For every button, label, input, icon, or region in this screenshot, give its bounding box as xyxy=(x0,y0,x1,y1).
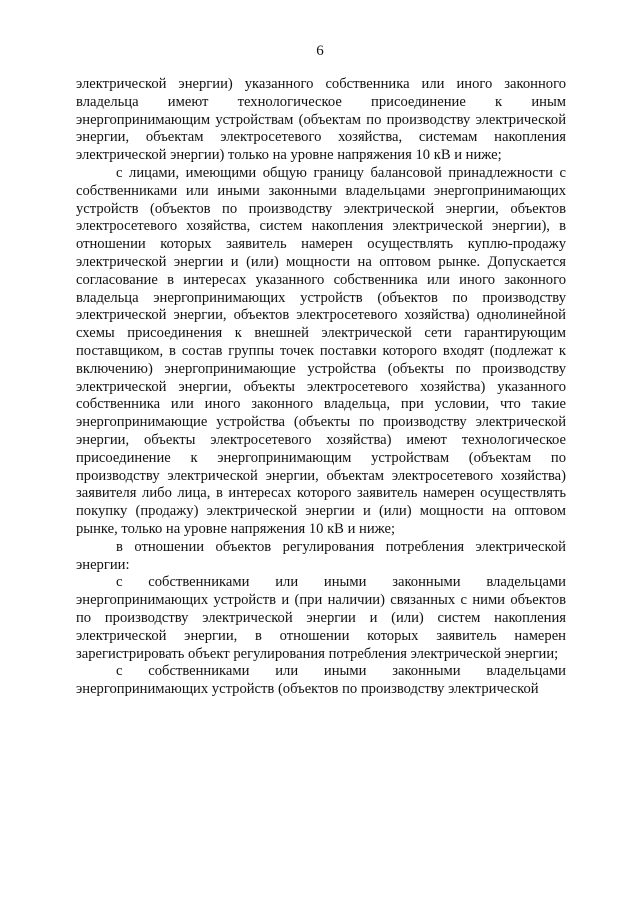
page-number: 6 xyxy=(316,43,324,59)
paragraph-2: с лицами, имеющими общую границу балансовой принадлежности с собственниками или иными законными владельцами энергопринимающих устройств (объектов по производству электрической энергии, объектов электросетевого хозяйства, систем накопления электрической энергии), в отношении которых заявитель намерен осуществлять куплю-продажу электрической энергии и (или) мощности на оптовом рынке. Допускается согласование в интересах указанного собственника или иного законного владельца энергопринимающих устройств (объектов по производству электрической энергии, объектов электросетевого хозяйства) однолинейной схемы присоединения к внешней электрической сети гарантирующим поставщиком, в состав группы точек поставки которого входят (подлежат к включению) энергопринимающие устройства (объекты по производству электрической энергии, объекты электросетевого хозяйства) указанного собственника или иного законного владельца, при условии, что такие энергопринимающие устройства (объекты по производству электрической энергии, объекты электросетевого хозяйства) имеют технологическое присоединение к энергопринимающим устройствам (объектам по производству электрической энергии, объектам электросетевого хозяйства) заявителя либо лица, в интересах которого заявитель намерен осуществлять покупку (продажу) электрической энергии и (или) мощности на оптовом рынке, только на уровне напряжения 10 кВ и ниже; xyxy=(76,164,566,537)
paragraph-1: электрической энергии) указанного собственника или иного законного владельца имеют технологическое присоединение к иным энергопринимающим устройствам (объектам по производству электрической энергии, объектам электросетевого хозяйства, системам накопления электрической энергии) только на уровне напряжения 10 кВ и ниже; xyxy=(76,76,566,164)
paragraph-5: с собственниками или иными законными владельцами энергопринимающих устройств (объектов по производству электрической xyxy=(76,663,566,698)
document-body xyxy=(76,76,566,699)
paragraph-3: в отношении объектов регулирования потребления электрической энергии: xyxy=(76,538,566,573)
paragraph-4: с собственниками или иными законными владельцами энергопринимающих устройств и (при наличии) связанных с ними объектов по производству электрической энергии и (или) систем накопления электрической энергии, в отношении которых заявитель намерен зарегистрировать объект регулирования потребления электрической энергии; xyxy=(76,574,566,662)
